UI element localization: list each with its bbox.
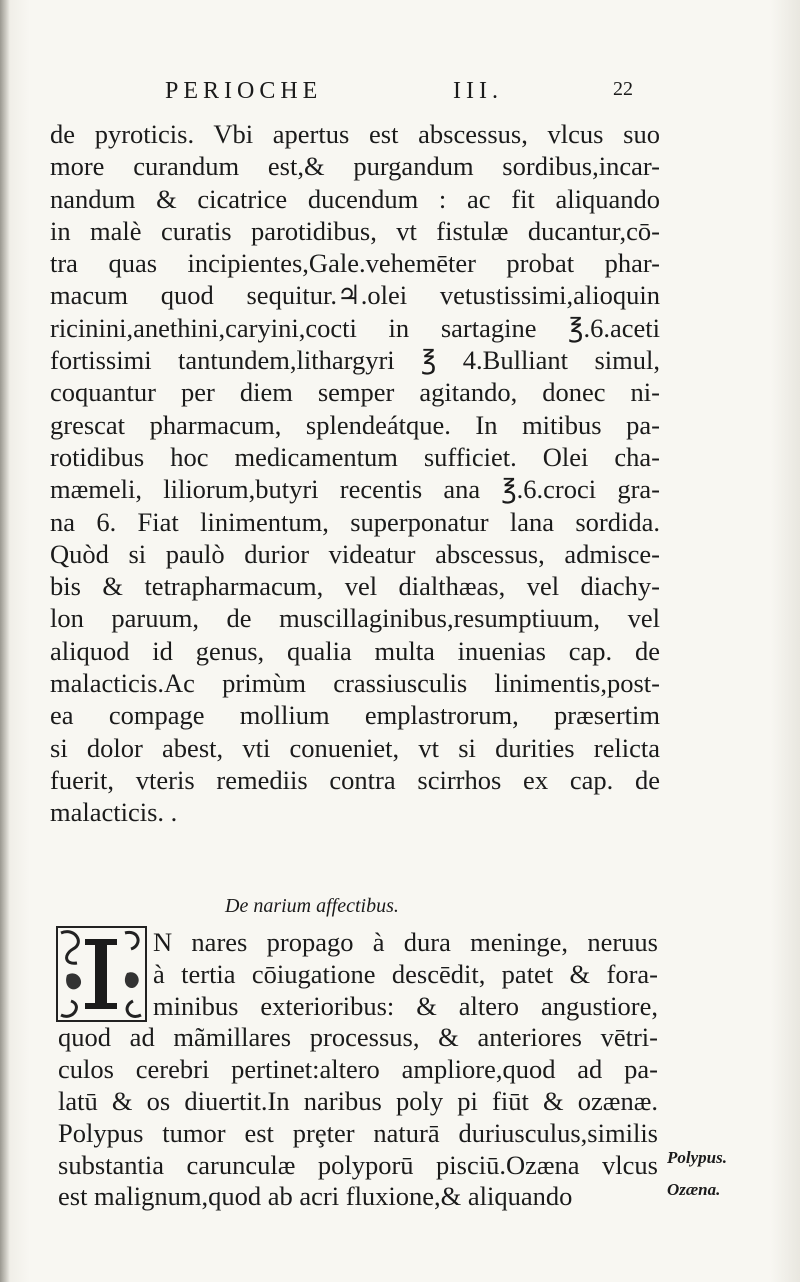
- main-text-block: [50, 118, 660, 829]
- text-line: fortissimi tantundem,lithargyri ℥ 4.Bulliant simul,: [50, 345, 660, 376]
- text-line: fuerit, vteris remediis contra scirrhos ex cap. de: [50, 764, 660, 795]
- text-line: grescat pharmacum, splendeátque. In mitibus pa-: [50, 409, 660, 440]
- running-head-section-number: III.: [453, 78, 503, 104]
- text-line: N nares propago à dura meninge, neruus: [153, 927, 658, 957]
- marginal-note-polypus: Polypus.: [667, 1148, 727, 1167]
- text-line: ricinini,anethini,caryini,cocti in sartagine ℥.6.aceti: [50, 312, 660, 343]
- section-heading: De narium affectibus.: [225, 895, 399, 917]
- running-head: [165, 78, 645, 112]
- text-line: lon paruum, de muscillaginibus,resumptiuum, vel: [50, 603, 660, 634]
- marginal-note-ozaena: Ozæna.: [667, 1180, 721, 1199]
- text-line: na 6. Fiat linimentum, superponatur lana sordida.: [50, 506, 660, 537]
- text-line: latū & os diuertit.In naribus poly pi fiūt & ozænæ.: [58, 1085, 658, 1116]
- text-line: Quòd si paulò durior videatur abscessus, admisce-: [50, 538, 660, 569]
- running-head-title: PERIOCHE: [165, 78, 323, 104]
- text-line: à tertia cōiugatione descēdit, patet & fora-: [153, 958, 658, 989]
- text-line: mæmeli, liliorum,butyri recentis ana ℥.6.croci gra-: [50, 474, 660, 505]
- text-line: macum quod sequitur.♃.olei vetustissimi,alioquin: [50, 280, 660, 311]
- text-line: quod ad mãmillares processus, & anteriores vētri-: [58, 1022, 658, 1053]
- text-line: culos cerebri pertinet:altero ampliore,quod ad pa-: [58, 1054, 658, 1085]
- page-gutter-shadow: [0, 0, 10, 1282]
- text-line: more curandum est,& purgandum sordibus,incar-: [50, 151, 660, 182]
- text-line: de pyroticis. Vbi apertus est abscessus, vlcus suo: [50, 119, 660, 149]
- text-line: tra quas incipientes,Gale.vehemēter probat phar-: [50, 248, 660, 279]
- text-line: si dolor abest, vti conueniet, vt si durities relicta: [50, 732, 660, 763]
- text-line: rotidibus hoc medicamentum sufficiet. Olei cha-: [50, 441, 660, 472]
- text-line: est malignum,quod ab acri fluxione,& aliquando: [58, 1181, 573, 1212]
- text-line: in malè curatis parotidibus, vt fistulæ ducantur,cō-: [50, 215, 660, 246]
- text-line: ea compage mollium emplastrorum, præsertim: [50, 700, 660, 731]
- chapter-text-block: [58, 927, 658, 1213]
- text-line: substantia carunculæ polyporū pisciū.Ozæna vlcus: [58, 1149, 658, 1180]
- text-line: malacticis. .: [50, 797, 178, 828]
- text-line: malacticis.Ac primùm crassiusculis linimentis,post-: [50, 668, 660, 699]
- text-line: aliquod id genus, qualia multa inuenias cap. de: [50, 635, 660, 666]
- text-line: Polypus tumor est prȩter naturā duriusculus,similis: [58, 1117, 658, 1148]
- page-number: 22: [613, 78, 633, 100]
- text-line: minibus exterioribus: & altero angustiore,: [153, 990, 658, 1021]
- text-line: bis & tetrapharmacum, vel dialthæas, vel diachy-: [50, 571, 660, 602]
- text-line: nandum & cicatrice ducendum : ac fit aliquando: [50, 183, 660, 214]
- text-line: coquantur per diem semper agitando, donec ni-: [50, 377, 660, 408]
